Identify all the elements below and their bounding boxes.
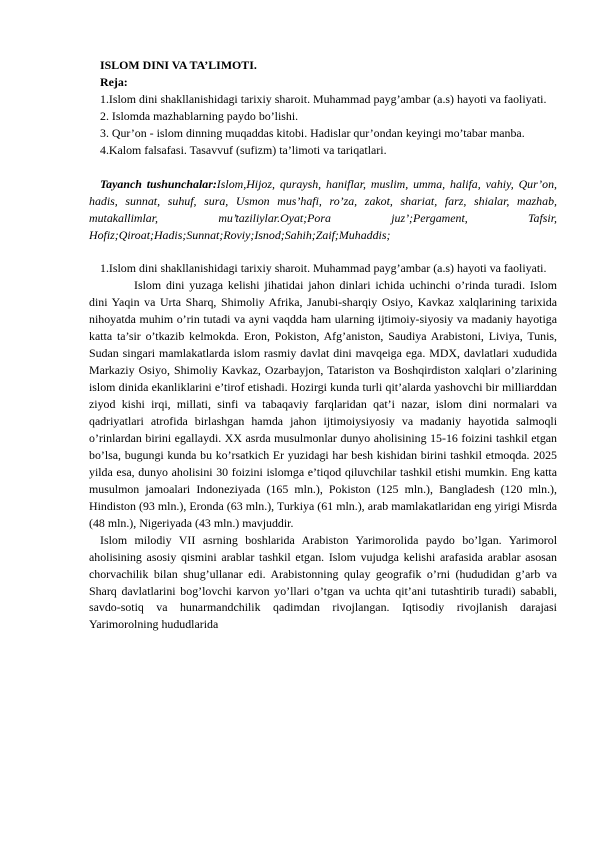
plan-item-2: 2. Islomda mazhablarning paydo bo’lishi. [100,108,299,123]
keywords-text: Islom,Hijoz, quraysh, haniflar, muslim, umma, halifa, vahiy, Qur’on, hadis, sunnat, suhuf, sura, Usmon mus’hafi, ro’za, zakot, shariat, farz, shialar, mazhab, mutakallimlar, mu’taziliylar.Oyat;Pora juz’;Pergament, Tafsir, Hofiz;Qiroat;Hadis;Sunnat;Roviy;Isnod;Sahih;Zaif;Muhaddis; [89,176,557,242]
spacer [89,159,557,176]
plan-item-3: 3. Qur’on - islom dinning muqaddas kitobi. Hadislar qur’ondan keyingi mo’tabar manba. [100,125,525,140]
plan-item-4: 4.Kalom falsafasi. Tasavvuf (sufizm) ta’limoti va tariqatlari. [100,142,387,157]
plan-item-1: 1.Islom dini shakllanishidagi tarixiy sharoit. Muhammad payg’ambar (a.s) hayoti va faoliyati. [100,91,547,106]
document-title: ISLOM DINI VA TA’LIMOTI. [100,58,257,72]
keywords-label: Tayanch tushunchalar: [100,176,217,191]
document-page [89,57,557,633]
plan-label: Reja: [100,74,128,89]
keywords-paragraph [89,176,557,244]
section-heading: 1.Islom dini shakllanishidagi tarixiy sharoit. Muhammad payg’ambar (a.s) hayoti va faoliyati. [100,261,547,276]
body-paragraph-1: Islom dini yuzaga kelishi jihatidai jahon dinlari ichida uchinchi o’rinda turadi. Islom dini Yaqin va Urta Sharq, Shimoliy Afrika, Janubi-sharqiy Osiyo, Kavkaz xalqlarining tarixida nihoyatda muhim o’rin tutadi va ayni vaqdda ham ularning ijtimoiy-siyosiy va madaniy hayotiga katta ta’sir o’tkazib kelmokda. Eron, Pokiston, Afg’aniston, Saudiya Arabistoni, Liviya, Tunis, Sudan singari mamlakatlarda islom rasmiy davlat dini mavqeiga ega. MDX, davlatlari xududida Markaziy Osiyo, Shimoliy Kavkaz, Ozarbayjon, Tatariston va Boshqirdiston xalqlari o’zlarining islom dinida ekanliklarini e’tirof etishadi. Hozirgi kunda turli qit’alarda yashovchi bir milliarddan ziyod kishi irqi, millati, sinfi va tabaqaviy farqlaridan qat’i nazar, islom dini normalari va qadriyatlari atrofida birlashgan hamda jahon ijtimoiysiyosiy va madaniy hayotida salmoqli o’rinlardan birini egallaydi. XX asrda musulmonlar dunyo aholisining 15-16 foizini tashkil etgan bo’lsa, bugungi kunda bu ko’rsatkich Er yuzidagi har besh kishidan birini tashkil etmoqda. 2025 yilda esa, dunyo aholisini 30 foizini islomga e’tiqod qiluvchilar tashkil etishi mumkin. Eng katta musulmon jamoalari Indoneziyada (165 mln.), Pokiston (125 mln.), Bangladesh (120 mln.), Hindiston (93 mln.), Eronda (63 mln.), Turkiya (61 mln.), arab mamlakatlaridan eng yirigi Misrda (48 mln.), Nigeriyada (43 mln.) mavjuddir. [89,278,557,530]
body-paragraph-2: Islom milodiy VII asrning boshlarida Arabiston Yarimorolida paydo bo’lgan. Yarimorol aholisining asosiy qismini arablar tashkil etgan. Islom vujudga kelishi arafasida arablar asosan chorvachilik bilan shug’ullanar edi. Arabistonning qulay geografik o’rni (hududidan g’arb va Sharq davlatlarini bog’lovchi karvon yo’llari o’tgan va uchta qit’ani tutashtirib turadi) sababli, savdo-sotiq va hunarmandchilik qadimdan rivojlangan. Iqtisodiy rivojlanish darajasi Yarimorolning hududlarida [89,532,557,632]
spacer [89,243,557,260]
